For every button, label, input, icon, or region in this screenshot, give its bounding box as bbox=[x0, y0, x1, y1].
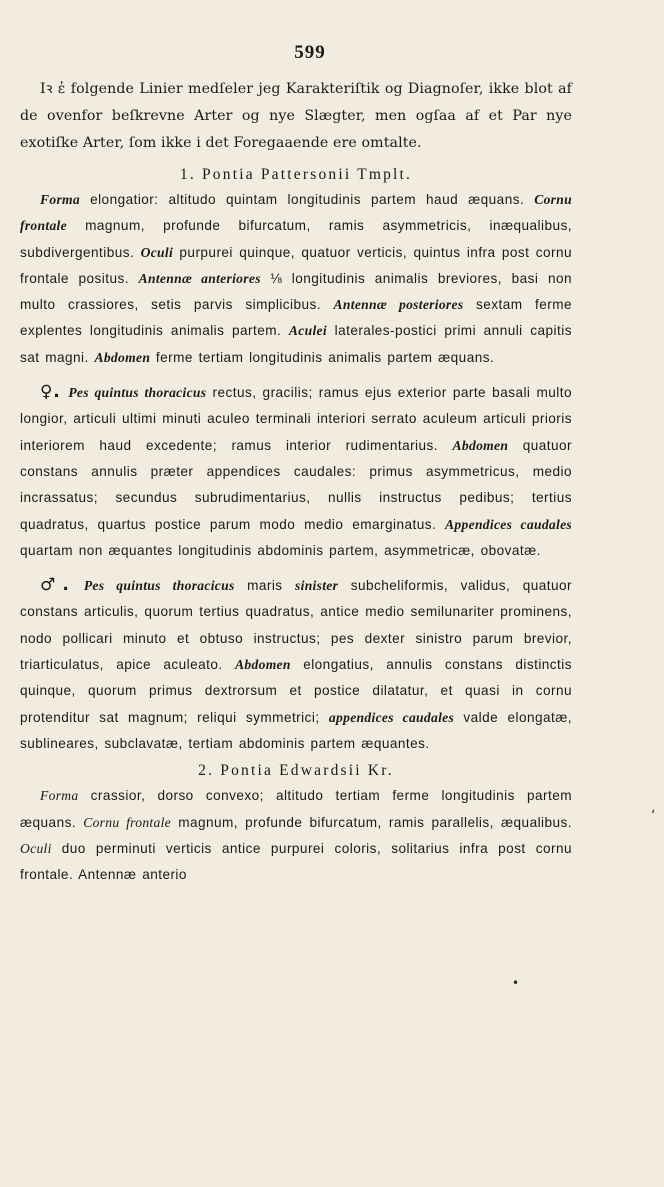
male-pes-label: Pes quintus thoracicus bbox=[83, 578, 235, 594]
antennae-anteriores-label: Antennæ anteriores bbox=[138, 270, 261, 286]
edwardsii-description bbox=[20, 783, 572, 888]
male-abdomen-text: elongatius, annulis constans distinctis quinque, quorum primus dextrorsum et postice dilatatur, et quasi in cornu protenditur sat magnum; reliqui symmetrici; bbox=[20, 657, 572, 725]
male-abdomen-label: Abdomen bbox=[235, 657, 291, 673]
female-pes-text: rectus, gracilis; ramus ejus exterior parte basali multo longior, articuli ultimi minuti aculeo terminali interiori serrato aculeum articuli prioris interiorem haud excedente; ramus interior rudimentarius. bbox=[20, 385, 573, 453]
male-appendices-label: appendices caudales bbox=[328, 709, 455, 725]
female-pes-label: Pes quintus thoracicus bbox=[68, 385, 207, 401]
pattersonii-description bbox=[20, 187, 572, 371]
female-symbol: ♀. bbox=[40, 382, 61, 403]
antennae-posteriores-label: Antennæ posteriores bbox=[333, 297, 464, 313]
oculi-label: Oculi bbox=[140, 244, 174, 260]
aculei-label: Aculei bbox=[288, 323, 327, 339]
antennae-anteriores-text: ⅛ longitudinis animalis breviores, basi non multo crassiores, setis parvis simplicibus. bbox=[20, 270, 572, 313]
page-number: 599 bbox=[294, 42, 326, 63]
female-abdomen-text: quatuor constans annulis præter appendices caudales: primus asymmetricus, medio incrassatus; secundus subrudimentarius, nullis instructus pedibus; tertius quadratus, quartus postice parum modo medio emarginatus. bbox=[20, 437, 573, 532]
edwardsii-forma-label: Forma bbox=[40, 788, 79, 804]
intro-paragraph: Iꝛ ἐ folgende Linier medſeler jeg Karakteriſtik og Diagnoſer, ikke blot af de ovenfor beſkrevne Arter og nye Slægter, men ogſaa af et Par nye exotiſke Arter, ſom ikke i det Foregaaende ere omtalte. bbox=[20, 81, 572, 151]
female-abdomen-label: Abdomen bbox=[452, 437, 509, 453]
male-symbol: ♂. bbox=[40, 575, 70, 596]
forma-text: elongatior: altitudo quintam longitudinis partem haud æquans. bbox=[90, 192, 525, 207]
margin-quote-mark: ‘ bbox=[651, 808, 656, 824]
edwardsii-cornu-text: magnum, profunde bifurcatum, ramis parallelis, æqualibus. bbox=[178, 814, 573, 830]
document-page bbox=[20, 42, 572, 888]
male-description bbox=[20, 572, 572, 757]
oculi-text: purpurei quinque, quatuor verticis, quintus infra post cornu frontale positus. bbox=[20, 244, 573, 286]
abdomen-text: ferme tertiam longitudinis animalis partem æquans. bbox=[155, 349, 495, 365]
cornu-label: Cornu frontale bbox=[20, 192, 572, 234]
edwardsii-oculi-label: Oculi bbox=[20, 840, 52, 856]
section-heading-pattersonii: 1. Pontia Pattersonii Tmplt. bbox=[179, 166, 413, 183]
male-pes-mid: maris bbox=[247, 578, 283, 594]
female-appendices-text: quartam non æquantes longitudinis abdominis partem, asymmetricæ, obovatæ. bbox=[20, 542, 541, 558]
edwardsii-cornu-label: Cornu frontale bbox=[83, 814, 172, 830]
edwardsii-oculi-text: duo perminuti verticis antice purpurei coloris, solitarius infra post cornu frontale. Antennæ anterio bbox=[20, 840, 572, 883]
cornu-text: magnum, profunde bifurcatum, ramis asymmetricis, inæqualibus, subdivergentibus. bbox=[20, 218, 572, 260]
abdomen-label: Abdomen bbox=[94, 349, 151, 365]
antennae-posteriores-text: sextam ferme explentes longitudinis animalis partem. bbox=[20, 297, 572, 339]
male-sinister-label: sinister bbox=[295, 578, 339, 594]
female-appendices-label: Appendices caudales bbox=[445, 516, 573, 532]
forma-label: Forma bbox=[40, 192, 81, 207]
edwardsii-forma-text: crassior, dorso convexo; altitudo tertiam ferme longitudinis partem æquans. bbox=[20, 788, 573, 830]
aculei-text: laterales-postici primi annuli capitis sat magni. bbox=[20, 323, 572, 365]
margin-dot-mark: • bbox=[512, 976, 520, 990]
section-heading-edwardsii: 2. Pontia Edwardsii Kr. bbox=[198, 762, 394, 780]
female-description bbox=[20, 379, 572, 564]
male-pes-text: subcheliformis, validus, quatuor constans articulis, quorum tertius quadratus, antice medio semilunariter prominens, nodo pollicari minuto et obtuso instructus; pes dexter sinistro parum brevior, triarticulatus, apice aculeato. bbox=[20, 578, 573, 673]
male-appendices-text: valde elongatæ, sublineares, subclavatæ, tertiam abdominis partem æquantes. bbox=[20, 709, 572, 751]
